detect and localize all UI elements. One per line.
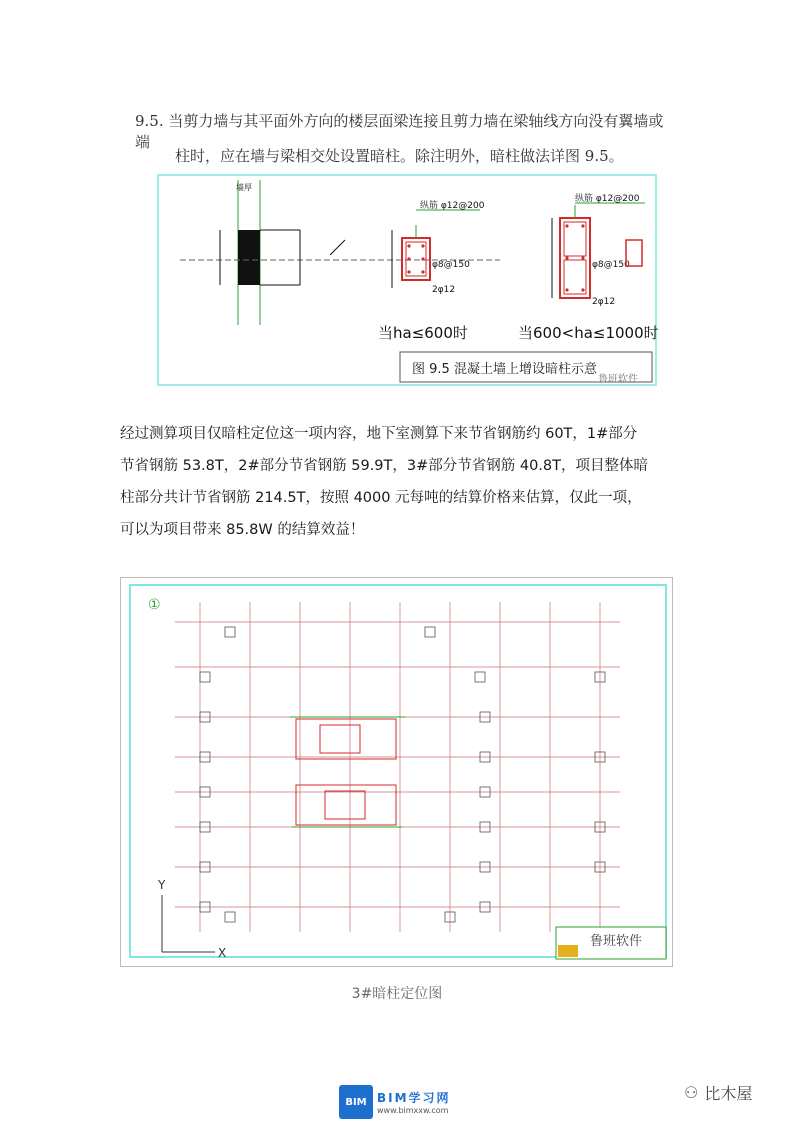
account-name: 比木屋 (704, 1084, 753, 1103)
logo-title: BIM学习网 (377, 1091, 451, 1105)
paragraph-line: 可以为项目带来 85.8W 的结算效益！ (120, 522, 365, 538)
axis-x-label: X (218, 946, 227, 960)
figure-caption-line1: 9.5. 当剪力墙与其平面外方向的楼层面梁连接且剪力墙在梁轴线方向没有翼墙或端 (135, 112, 664, 151)
wechat-icon: ⚇ (684, 1083, 699, 1102)
figure-caption: 3#暗柱定位图 (351, 986, 443, 1002)
grid-number-label: ① (148, 597, 161, 613)
paragraph-line: 经过测算项目仅暗柱定位这一项内容，地下室测算下来节省钢筋约 60T，1#部分 (120, 426, 638, 442)
bar-label-2: 2φ12 (592, 297, 616, 307)
wall-thickness-label: 墙厚 (236, 183, 252, 192)
axis-y-label: Y (158, 878, 166, 892)
bim-badge-icon: BIM (339, 1085, 373, 1119)
figure-caption-line2: 柱时，应在墙与梁相交处设置暗柱。除注明外，暗柱做法详图 9.5。 (175, 147, 624, 165)
detail-figure (120, 100, 670, 388)
condition-label-1: 当ha≤600时 (378, 324, 468, 342)
rebar-label-2: 纵筋 φ12@200 (575, 194, 640, 204)
rebar-label-1: 纵筋 φ12@200 (420, 201, 485, 211)
body-paragraph (120, 418, 680, 546)
tie-label-1: φ8@150 (432, 260, 470, 270)
tie-label-2: φ8@150 (592, 260, 630, 270)
stamp-text: 鲁班软件 (590, 934, 643, 949)
logo-url: www.bimxxw.com (377, 1106, 449, 1115)
bar-label-1: 2φ12 (432, 285, 456, 295)
detail-drawing (120, 100, 670, 388)
figure-title-box: 图 9.5 混凝土墙上增设暗柱示意 (412, 362, 597, 377)
condition-label-2: 当600<ha≤1000时 (518, 324, 659, 342)
cad-layout-figure (120, 577, 673, 967)
paragraph-line: 柱部分共计节省钢筋 214.5T，按照 4000 元每吨的结算价格来估算，仅此一项， (120, 490, 642, 506)
bim-logo[interactable] (339, 1083, 451, 1121)
account-watermark (684, 1081, 752, 1104)
watermark-text: 鲁班软件 (598, 374, 638, 385)
paragraph-line: 节省钢筋 53.8T，2#部分节省钢筋 59.9T，3#部分节省钢筋 40.8T，项目整体暗 (120, 458, 649, 474)
